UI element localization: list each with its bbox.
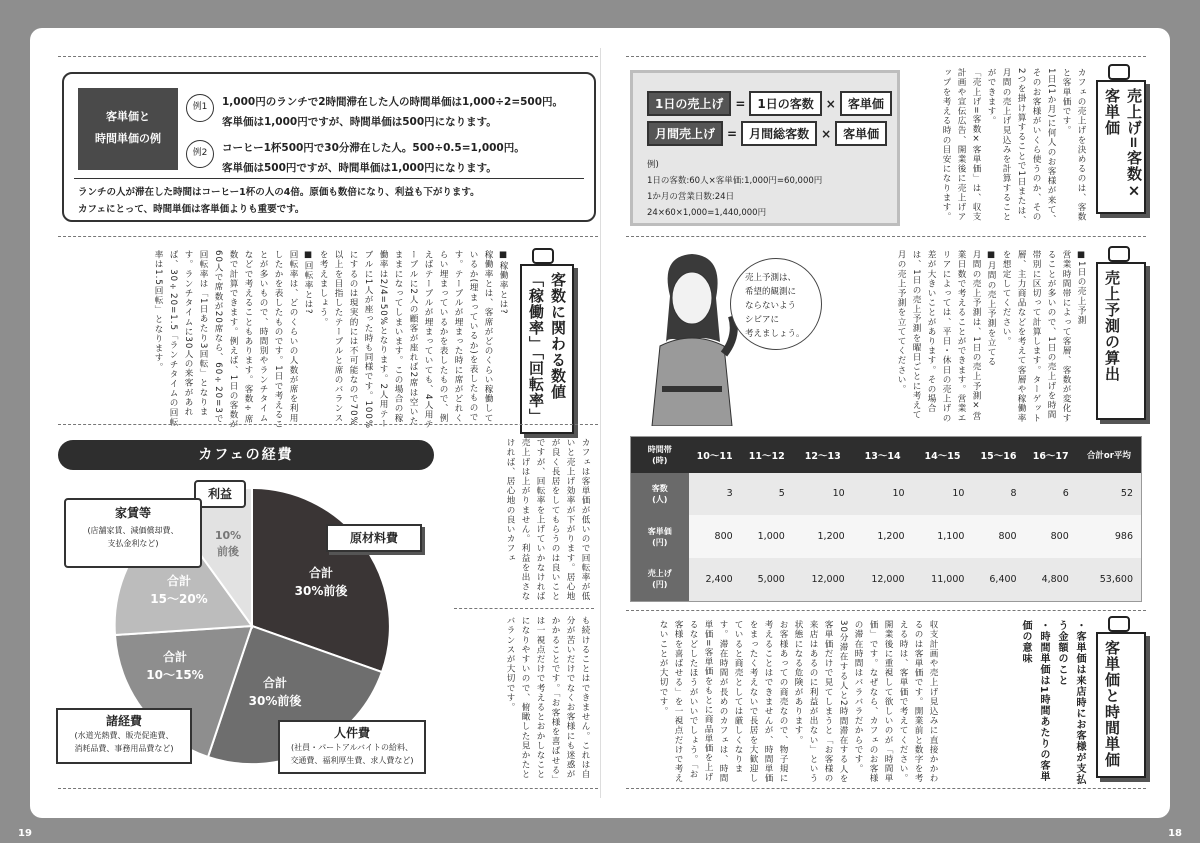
table-cell: 12,000 <box>871 573 905 585</box>
formula1-sales: 1日の売上げ <box>647 91 731 116</box>
table-cell: 6 <box>1062 488 1069 500</box>
table-cell: 4,800 <box>1041 573 1069 585</box>
sales-title-box <box>1096 80 1146 214</box>
sales-title: 売上げ=客数×客単価 <box>1103 88 1143 201</box>
labor-label: 人件費 <box>333 726 370 740</box>
misc-label: 諸経費 <box>105 714 142 728</box>
example2-tag: 例2 <box>186 140 214 168</box>
table-header-cell: 11〜12 <box>748 450 785 462</box>
material-label: 原材料費 <box>326 524 422 552</box>
rent-label: 家賃等 <box>114 506 151 520</box>
divider <box>626 56 1146 57</box>
page-number-right: 18 <box>1168 828 1182 839</box>
table-header-cell: 13〜14 <box>864 450 901 462</box>
table-cell: 1,100 <box>937 531 965 542</box>
table-cell: 53,600 <box>1099 573 1133 585</box>
rent-value: 合計 15〜20% <box>150 574 208 606</box>
divider <box>58 788 598 789</box>
divider <box>58 236 598 237</box>
table-cell: 5 <box>778 488 785 500</box>
unit-price-bullets: ・客単価は来店時にお客様が支払う金額のこと ・時間単価は1時間あたりの客単価の意味 <box>1020 620 1085 785</box>
woman-illustration <box>640 246 740 426</box>
example1-line2: 客単価は1,000円ですが、時間単価は500円になります。 <box>222 116 497 128</box>
table-cell: 1,000 <box>757 531 785 542</box>
formula-example-1: 1日の客数:60人×客単価:1,000円=60,000円 <box>647 176 823 186</box>
gutter <box>600 48 601 798</box>
rent-desc: (店舗家賃、減価償却費、 支払金利など) <box>87 526 179 548</box>
formula-example-2: 1か月の営業日数:24日 <box>647 192 735 202</box>
table-cell: 800 <box>998 531 1017 542</box>
example2-line1: コーヒー1杯500円で30分滞在した人。500÷0.5=1,000円。 <box>222 142 525 154</box>
expense-text-upper: カフェは客単価が低いので回転率が低いと売上げ効率が下がります。居心地が良く長居をしてもらうのは良いことですが、回転率を上げていかなければ売上げは上がりません。利益を出さなければ、居心地の良いカフェ <box>505 438 590 602</box>
formula-example-title: 例) <box>647 160 659 170</box>
table-header-cell: 16〜17 <box>1032 450 1069 462</box>
unit-price-title-box <box>1096 632 1146 778</box>
table-cell: 5,000 <box>757 573 785 585</box>
material-value: 合計 30%前後 <box>294 566 348 598</box>
utilization-title-box <box>520 264 574 434</box>
table-header-cell: 10〜11 <box>696 450 733 462</box>
rent-callout <box>64 498 202 568</box>
unit-price-title: 客単価と時間単価 <box>1103 640 1121 768</box>
example2-line2: 客単価は500円ですが、時間単価は1,000円になります。 <box>222 162 497 174</box>
table-header-cell: 15〜16 <box>980 450 1017 462</box>
table-header-cell: 合計or平均 <box>1086 450 1131 461</box>
table-header-cell: 12〜13 <box>804 450 841 462</box>
example1-tag: 例1 <box>186 94 214 122</box>
utilization-body: ■稼働率とは? 稼働率とは、客席がどのくらい稼働しているか(埋まっているか)を表したものです。テーブルが埋まった時に席がどれくらい埋まっているかを表したもので、例えばテーブルが埋まっていても、4人用テーブルに2人の顧客が座れば2席は空いたままになってしまいます。この場合の稼働率は2/4=50%となります。2人用テーブルに1人が座った時も同様です。100%にするのは現実的には不可能なので70%以上を目指したテーブルと席のバランスを考えましょう。 ■回転率とは? 回転率は、どのくらいの人数が席を利用したかを表したものです。1日で考えることが多いもので、時間別やランチタイムなどで考えることもあります。客数÷席数で計算できます。例えば、1日の客数が60人で席数が20席なら、60÷20=3で回転率は「1日あたり3回転」となります。ランチタイムに30人の来客があれば、30÷20=1.5「ランチタイムの回転率は1.5回転」となります。 <box>153 250 508 430</box>
unit-price-body: 収支計画や売上げ見込みに直接かかわるのは客単価です。開業前と数字を考える時は、客単価で考えてください。 開業後に重視して欲しいのが「時間単価」です。なぜなら、カフェのお客様の滞在時間はバラバラだからです。30分滞在する人と2時間滞在する人を客単価だけで見てしまうと「お客様の来店はあるのに利益が出ない」という状態になる危険があります。 お客様あっての商売なので、物子規に考えることはできませんが、時間単価をまったく考えないで長居を大歓迎していると商売としては厳しくなります。滞在時間が長めのカフェは、時間単価=客単価をもとに商品単価を上げるなどしたほうがいいでしょう。「お客様を喜ばせる」を一視点だけで考えないことが大切です。 <box>658 620 938 784</box>
table-header-row <box>631 437 1142 473</box>
sales-body: カフェの売上げを決めるのは、客数と客単価です。 1日(1か月)に何人のお客様が来て、そのお客様がいくら使うのか、その2つを掛け算することで1日または、月間の売上げ見込みを計算することができます。 「売上げ=客数×客単価」は、収支計画や宣伝広告、開業後に売上げアップを考える時の目安になります。 <box>941 68 1086 225</box>
divider <box>626 610 1146 611</box>
profit-label: 利益 <box>194 480 246 508</box>
labor-value: 合計 30%前後 <box>248 676 302 708</box>
misc-value: 合計 10〜15% <box>146 650 204 682</box>
table-row-label: 客単価 (円) <box>631 515 689 558</box>
table-cell: 1,200 <box>877 531 905 542</box>
table-cell: 2,400 <box>705 573 733 585</box>
table-header-cell: 14〜15 <box>924 450 961 462</box>
table-cell: 10 <box>892 488 905 500</box>
example-note-line2: カフェにとって、時間単価は客単価よりも重要です。 <box>78 204 305 215</box>
forecast-title-box <box>1096 262 1146 420</box>
example1-line1: 1,000円のランチで2時間滞在した人の時間単価は1,000÷2=500円。 <box>222 96 564 108</box>
formula1-unit-price: 客単価 <box>840 91 892 116</box>
table-row-label: 売上げ (円) <box>631 558 689 602</box>
example-box-label: 客単価と 時間単価の例 <box>78 88 178 170</box>
formula-example-3: 24×60×1,000=1,440,000円 <box>647 208 767 218</box>
formula1-eq: = <box>735 96 746 111</box>
page-number-left: 19 <box>18 828 32 839</box>
cup-icon <box>1108 616 1130 632</box>
table-row <box>631 558 1142 602</box>
profit-value: 10% 前後 <box>214 529 242 558</box>
table-cell: 986 <box>1114 531 1133 542</box>
speech-bubble: 売上予測は、 希望的観測に ならないよう シビアに 考えましょう。 <box>730 258 822 350</box>
table-cell: 800 <box>1050 531 1069 542</box>
table-row-label: 客数 (人) <box>631 473 689 516</box>
divider <box>454 608 594 609</box>
forecast-body: ■1日の売上予測 営業時間帯によって客層、客数が変化することが多いので、1日の売上げを時間帯別に区切って計算します。ターゲット層、主力商品などを考えて客層や稼働率を想定してください。 ■月間の売上予測を立てる 月間の売上予測は、1日の売上予測×営業日数で考えることができます。営業エリアによっては、平日・休日の売上げの差が大きいことがあります。その場合は、1日の売上予測を曜日ごとに考えて月の売上予測を立ててください。 <box>896 250 1086 423</box>
table-header-cell: 時間帯 (時) <box>647 444 672 465</box>
labor-desc: (社員・パートアルバイトの給料、 交通費、福利厚生費、求人費など) <box>290 743 414 765</box>
misc-desc: (水道光熱費、販売促進費、 消耗品費、事務用品費など) <box>74 731 174 753</box>
cup-icon <box>1108 246 1130 262</box>
spread <box>30 28 1170 818</box>
cup-icon <box>1108 64 1130 80</box>
table-row <box>631 515 1142 558</box>
utilization-title: 客数に関わる数値「稼働率」「回転率」 <box>527 272 567 425</box>
table-cell: 3 <box>726 488 733 500</box>
divider <box>626 788 1146 789</box>
table-cell: 1,200 <box>817 531 845 542</box>
formula2-eq: = <box>727 126 738 141</box>
formula2-customers: 月間総客数 <box>741 121 817 146</box>
formula1-customers: 1日の客数 <box>749 91 821 116</box>
table-cell: 6,400 <box>989 573 1017 585</box>
table-cell: 800 <box>714 531 733 542</box>
table-row <box>631 473 1142 516</box>
expenses-title: カフェの経費 <box>58 440 434 470</box>
table-cell: 8 <box>1010 488 1017 500</box>
table-cell: 12,000 <box>811 573 845 585</box>
sales-forecast-table <box>630 436 1142 602</box>
cup-icon <box>532 248 554 264</box>
divider <box>58 424 598 425</box>
misc-callout <box>56 708 192 764</box>
divider <box>58 56 598 57</box>
expense-text-lower: も続けることはできません。これは自分が苦いだけでなくお客様にも迷惑がかかることです。「お客様を喜ばせる」は一視点だけで考えるとおかしなことになりやすいので、俯瞰した見かたとバランスが大切です。 <box>505 616 590 781</box>
forecast-title: 売上予測の算出 <box>1103 270 1121 382</box>
time-unit-example-box <box>62 72 596 222</box>
divider <box>626 236 1146 237</box>
example-note-line1: ランチの人が滞在した時間はコーヒー1杯の人の4倍。原価も数倍になり、利益も下がります。 <box>78 187 480 198</box>
table-cell: 52 <box>1120 488 1133 500</box>
labor-callout <box>278 720 426 774</box>
formula2-unit-price: 客単価 <box>835 121 887 146</box>
sales-formula-panel <box>630 70 900 226</box>
table-cell: 11,000 <box>931 573 965 585</box>
formula1-times: × <box>825 96 836 111</box>
table-cell: 10 <box>952 488 965 500</box>
formula2-times: × <box>821 126 832 141</box>
table-cell: 10 <box>832 488 845 500</box>
formula2-sales: 月間売上げ <box>647 121 723 146</box>
